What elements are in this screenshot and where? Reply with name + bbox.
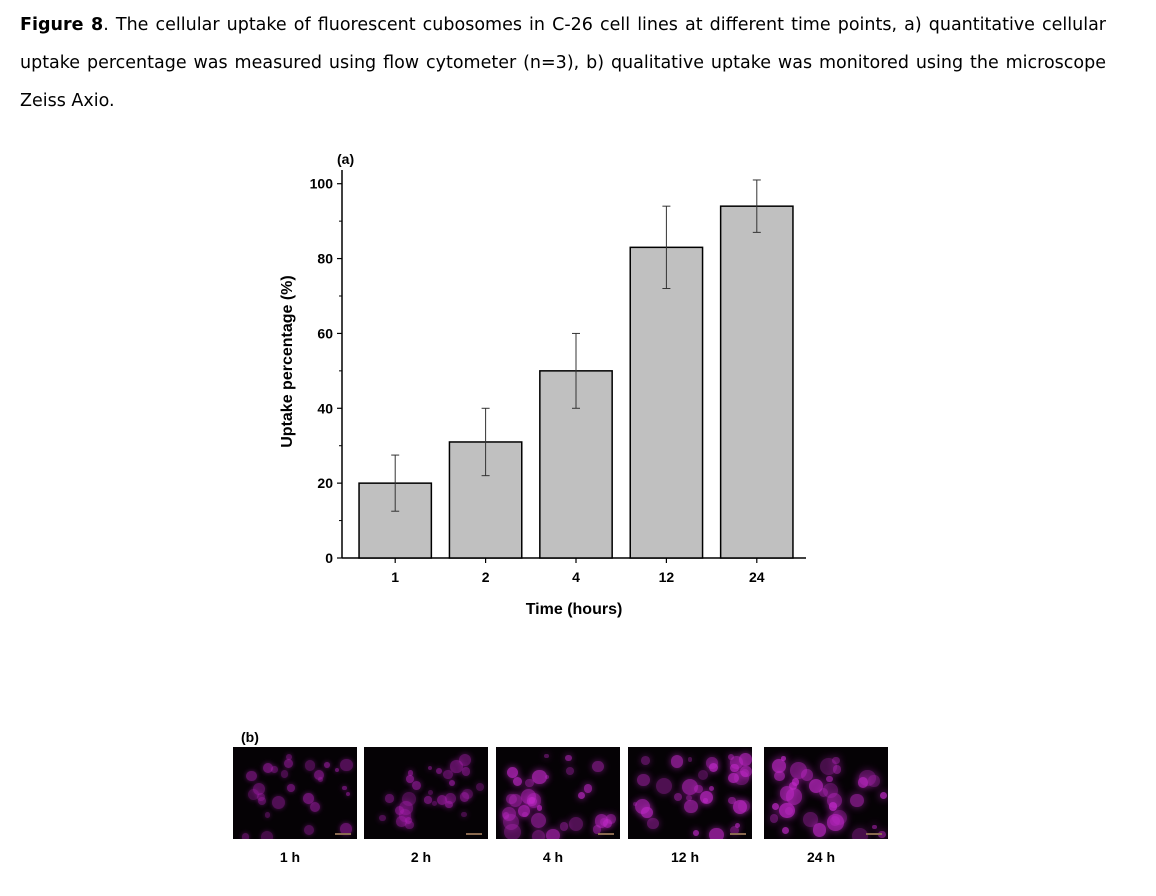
fluorescent-cell — [709, 763, 718, 772]
fluorescent-cell — [265, 812, 271, 818]
fluorescent-cell — [379, 815, 385, 821]
fluorescent-cell — [728, 773, 738, 783]
fluorescent-cell — [506, 794, 517, 805]
fluorescent-cell — [813, 823, 827, 837]
fluorescent-cell — [507, 767, 518, 778]
fluorescent-cell — [432, 801, 437, 806]
fluorescent-cell — [385, 794, 393, 802]
fluorescent-cell — [287, 784, 295, 792]
micrograph-image — [628, 747, 752, 839]
fluorescent-cell — [584, 784, 592, 792]
fluorescent-cell — [305, 760, 316, 771]
fluorescent-cell — [792, 778, 800, 786]
fluorescent-cell — [565, 755, 572, 762]
fluorescent-cell — [335, 768, 339, 772]
fluorescent-cell — [850, 794, 864, 808]
fluorescent-cell — [246, 771, 257, 782]
fluorescent-cell — [284, 759, 293, 768]
fluorescent-cell — [342, 786, 346, 790]
fluorescent-cell — [340, 759, 353, 772]
fluorescent-cell — [827, 793, 842, 808]
fluorescent-cell — [880, 792, 887, 799]
fluorescent-cell — [647, 818, 659, 830]
fluorescent-cell — [261, 831, 273, 839]
figure-label: Figure 8 — [20, 15, 104, 35]
fluorescent-cell — [527, 797, 537, 807]
micrograph-label: 2 h — [410, 849, 432, 865]
fluorescent-cell — [772, 803, 779, 810]
fluorescent-cell — [272, 796, 285, 809]
fluorescent-cell — [546, 829, 559, 839]
caption-text: . The cellular uptake of fluorescent cubosomes in C-26 cell lines at different time points, a) quantitative cellular uptake percentage was measured using flow cytometer (n=3), b) qualitative uptake was monitored using the microscope Zeiss Axio. — [20, 15, 1106, 111]
panel-a-label: (a) — [337, 151, 355, 167]
fluorescent-cell — [872, 825, 877, 830]
fluorescent-cell — [830, 816, 840, 826]
fluorescent-cell — [641, 756, 650, 765]
fluorescent-cell — [698, 770, 708, 780]
fluorescent-cell — [641, 807, 652, 818]
scale-bar — [335, 833, 351, 835]
fluorescent-cell — [859, 770, 875, 786]
fluorescent-cell — [693, 830, 699, 836]
fluorescent-cell — [503, 814, 519, 830]
fluorescent-cell — [780, 786, 794, 800]
fluorescent-cell — [606, 814, 616, 824]
bar — [630, 247, 702, 558]
fluorescent-cell — [637, 774, 650, 787]
x-tick-label: 24 — [749, 569, 765, 585]
fluorescent-cell — [450, 760, 462, 772]
fluorescent-cell — [782, 827, 789, 834]
fluorescent-cell — [772, 759, 786, 773]
fluorescent-cell — [310, 802, 320, 812]
fluorescent-cell — [809, 779, 823, 793]
fluorescent-cell — [304, 825, 314, 835]
fluorescent-cell — [735, 823, 740, 828]
y-tick-label: 100 — [309, 175, 333, 192]
fluorescent-cell — [700, 791, 713, 804]
fluorescent-cell — [688, 757, 692, 761]
micrograph-image — [233, 747, 357, 839]
x-tick-label: 1 — [391, 569, 400, 585]
x-tick-label: 12 — [658, 569, 675, 585]
fluorescent-cell — [656, 778, 672, 794]
fluorescent-cell — [406, 775, 414, 783]
fluorescent-cell — [738, 800, 749, 811]
fluorescent-cell — [566, 767, 574, 775]
fluorescent-cell — [560, 822, 569, 831]
fluorescent-cell — [532, 770, 546, 784]
fluorescent-cell — [674, 793, 682, 801]
fluorescent-cell — [826, 776, 833, 783]
fluorescent-cell — [532, 830, 545, 839]
micrograph-label: 1 h — [279, 849, 301, 865]
figure-caption — [20, 6, 1106, 120]
y-tick-label: 20 — [317, 475, 333, 492]
fluorescent-cell — [709, 786, 714, 791]
fluorescent-cell — [518, 805, 530, 817]
fluorescent-cell — [739, 753, 752, 766]
fluorescent-cell — [412, 781, 421, 790]
scale-bar — [598, 833, 614, 835]
fluorescent-cell — [428, 766, 432, 770]
fluorescent-cell — [728, 797, 735, 804]
fluorescent-cell — [445, 801, 453, 809]
x-tick-label: 4 — [572, 569, 580, 585]
micrograph-image — [364, 747, 488, 839]
micrograph-label: 24 h — [806, 849, 835, 865]
fluorescent-cell — [709, 828, 723, 839]
x-tick-label: 2 — [481, 569, 490, 585]
fluorescent-cell — [428, 790, 433, 795]
micrograph-image — [496, 747, 620, 839]
bar — [721, 206, 793, 558]
fluorescent-cell — [346, 792, 350, 796]
fluorescent-cell — [682, 779, 698, 795]
fluorescent-cell — [461, 812, 466, 817]
fluorescent-cell — [324, 762, 330, 768]
micrograph-label: 4 h — [542, 849, 564, 865]
fluorescent-cell — [402, 792, 416, 806]
fluorescent-cell — [449, 780, 455, 786]
fluorescent-cell — [513, 777, 522, 786]
fluorescent-cell — [436, 768, 442, 774]
fluorescent-cell — [281, 770, 289, 778]
fluorescent-cell — [569, 817, 583, 831]
y-tick-label: 0 — [325, 550, 333, 566]
uptake-bar-chart — [270, 170, 830, 630]
fluorescent-cell — [770, 814, 779, 823]
fluorescent-cell — [592, 761, 603, 772]
scale-bar — [866, 833, 882, 835]
fluorescent-cell — [460, 792, 470, 802]
fluorescent-cell — [740, 766, 751, 777]
fluorescent-cell — [544, 754, 549, 759]
y-tick-label: 60 — [317, 325, 333, 342]
y-tick-label: 40 — [317, 400, 333, 417]
fluorescent-cell — [531, 813, 546, 828]
y-axis-label: Uptake percentage (%) — [279, 275, 296, 448]
fluorescent-cell — [271, 766, 278, 773]
fluorescent-cell — [801, 769, 813, 781]
fluorescent-cell — [424, 796, 431, 803]
panel-b-label: (b) — [241, 729, 259, 745]
fluorescent-cell — [578, 792, 585, 799]
scale-bar — [466, 833, 482, 835]
y-tick-label: 80 — [317, 250, 333, 267]
x-axis-label: Time (hours) — [525, 601, 623, 618]
fluorescent-cell — [833, 765, 841, 773]
fluorescent-cell — [476, 783, 484, 791]
scale-bar — [730, 833, 746, 835]
fluorescent-cell — [684, 800, 698, 814]
micrograph-label: 12 h — [670, 849, 699, 865]
fluorescent-cell — [258, 797, 266, 805]
fluorescent-cell — [462, 767, 470, 775]
micrograph-image — [764, 747, 888, 839]
fluorescent-cell — [671, 755, 683, 767]
fluorescent-cell — [242, 833, 250, 839]
